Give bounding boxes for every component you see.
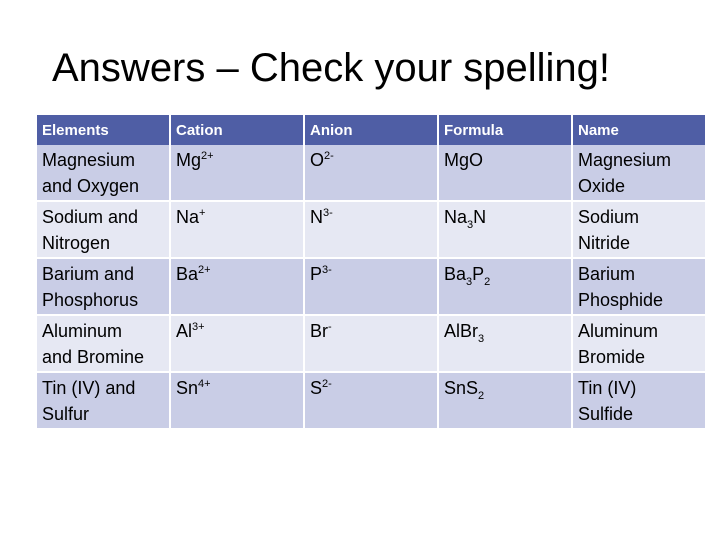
elements-text-line: Magnesium bbox=[42, 150, 136, 170]
name-text-line: Sodium bbox=[578, 207, 640, 227]
elements-text-line: and Bromine bbox=[42, 347, 145, 367]
cation-charge: + bbox=[199, 207, 206, 219]
elements-cell bbox=[37, 145, 170, 201]
cation-cell bbox=[170, 258, 304, 315]
anion-cell bbox=[304, 258, 438, 315]
formula-cell bbox=[438, 145, 572, 201]
formula-text: N bbox=[473, 207, 487, 227]
elements-text-line: Nitrogen bbox=[42, 233, 111, 253]
cation-cell bbox=[170, 201, 304, 258]
anion-cell bbox=[304, 315, 438, 372]
name-cell bbox=[572, 372, 705, 429]
elements-cell bbox=[37, 372, 170, 429]
anion-symbol: N bbox=[310, 207, 323, 227]
formula-text: Na bbox=[444, 207, 468, 227]
formula-cell bbox=[438, 258, 572, 315]
anion-charge: - bbox=[328, 321, 332, 333]
header-name: Name bbox=[572, 115, 705, 145]
formula-text: SnS bbox=[444, 378, 479, 398]
anion-symbol: P bbox=[310, 264, 323, 284]
cation-charge: 3+ bbox=[192, 321, 205, 333]
formula-subscript: 3 bbox=[467, 219, 474, 231]
cation-charge: 2+ bbox=[198, 264, 211, 276]
formula-text: P bbox=[472, 264, 485, 284]
formula-subscript: 3 bbox=[466, 276, 473, 288]
table-header-row bbox=[37, 115, 705, 145]
page-title: Answers – Check your spelling! bbox=[52, 46, 611, 90]
name-text-line: Bromide bbox=[578, 347, 646, 367]
cation-symbol: Al bbox=[176, 321, 193, 341]
anion-cell bbox=[304, 201, 438, 258]
anion-charge: 3- bbox=[323, 207, 333, 219]
formula-text: AlBr bbox=[444, 321, 479, 341]
elements-text-line: Phosphorus bbox=[42, 290, 139, 310]
formula-cell bbox=[438, 201, 572, 258]
name-text-line: Tin (IV) bbox=[578, 378, 637, 398]
formula-cell bbox=[438, 372, 572, 429]
cation-charge: 4+ bbox=[198, 378, 211, 390]
name-text-line: Sulfide bbox=[578, 404, 634, 424]
header-cation: Cation bbox=[170, 115, 304, 145]
anion-cell bbox=[304, 145, 438, 201]
elements-text-line: and Oxygen bbox=[42, 176, 140, 196]
formula-text: Ba bbox=[444, 264, 467, 284]
anion-symbol: O bbox=[310, 150, 325, 170]
name-cell bbox=[572, 315, 705, 372]
answers-table bbox=[37, 115, 705, 430]
elements-text-line: Aluminum bbox=[42, 321, 123, 341]
name-text-line: Nitride bbox=[578, 233, 631, 253]
name-text-line: Oxide bbox=[578, 176, 626, 196]
elements-text-line: Sulfur bbox=[42, 404, 90, 424]
elements-text-line: Tin (IV) and bbox=[42, 378, 136, 398]
table-row bbox=[37, 258, 705, 315]
header-elements: Elements bbox=[37, 115, 170, 145]
table-row bbox=[37, 315, 705, 372]
cation-cell bbox=[170, 315, 304, 372]
cation-charge: 2+ bbox=[201, 150, 214, 162]
table-row bbox=[37, 372, 705, 429]
elements-cell bbox=[37, 315, 170, 372]
cation-symbol: Sn bbox=[176, 378, 199, 398]
cation-cell bbox=[170, 372, 304, 429]
anion-cell bbox=[304, 372, 438, 429]
formula-subscript: 2 bbox=[484, 276, 491, 288]
elements-cell bbox=[37, 258, 170, 315]
name-cell bbox=[572, 258, 705, 315]
elements-cell bbox=[37, 201, 170, 258]
name-text-line: Aluminum bbox=[578, 321, 659, 341]
anion-charge: 2- bbox=[324, 150, 334, 162]
name-text-line: Barium bbox=[578, 264, 636, 284]
elements-text-line: Sodium and bbox=[42, 207, 139, 227]
name-text-line: Magnesium bbox=[578, 150, 672, 170]
table-row bbox=[37, 145, 705, 201]
name-cell bbox=[572, 201, 705, 258]
table-row bbox=[37, 201, 705, 258]
cation-symbol: Na bbox=[176, 207, 200, 227]
cation-symbol: Mg bbox=[176, 150, 202, 170]
formula-subscript: 3 bbox=[478, 333, 485, 345]
anion-charge: 3- bbox=[322, 264, 332, 276]
elements-text-line: Barium and bbox=[42, 264, 135, 284]
header-formula: Formula bbox=[438, 115, 572, 145]
formula-cell bbox=[438, 315, 572, 372]
cation-cell bbox=[170, 145, 304, 201]
name-cell bbox=[572, 145, 705, 201]
anion-symbol: Br bbox=[310, 321, 328, 341]
formula-subscript: 2 bbox=[478, 390, 485, 402]
anion-charge: 2- bbox=[322, 378, 332, 390]
cation-symbol: Ba bbox=[176, 264, 199, 284]
name-text-line: Phosphide bbox=[578, 290, 664, 310]
header-anion: Anion bbox=[304, 115, 438, 145]
formula-text: MgO bbox=[444, 150, 484, 170]
anion-symbol: S bbox=[310, 378, 323, 398]
